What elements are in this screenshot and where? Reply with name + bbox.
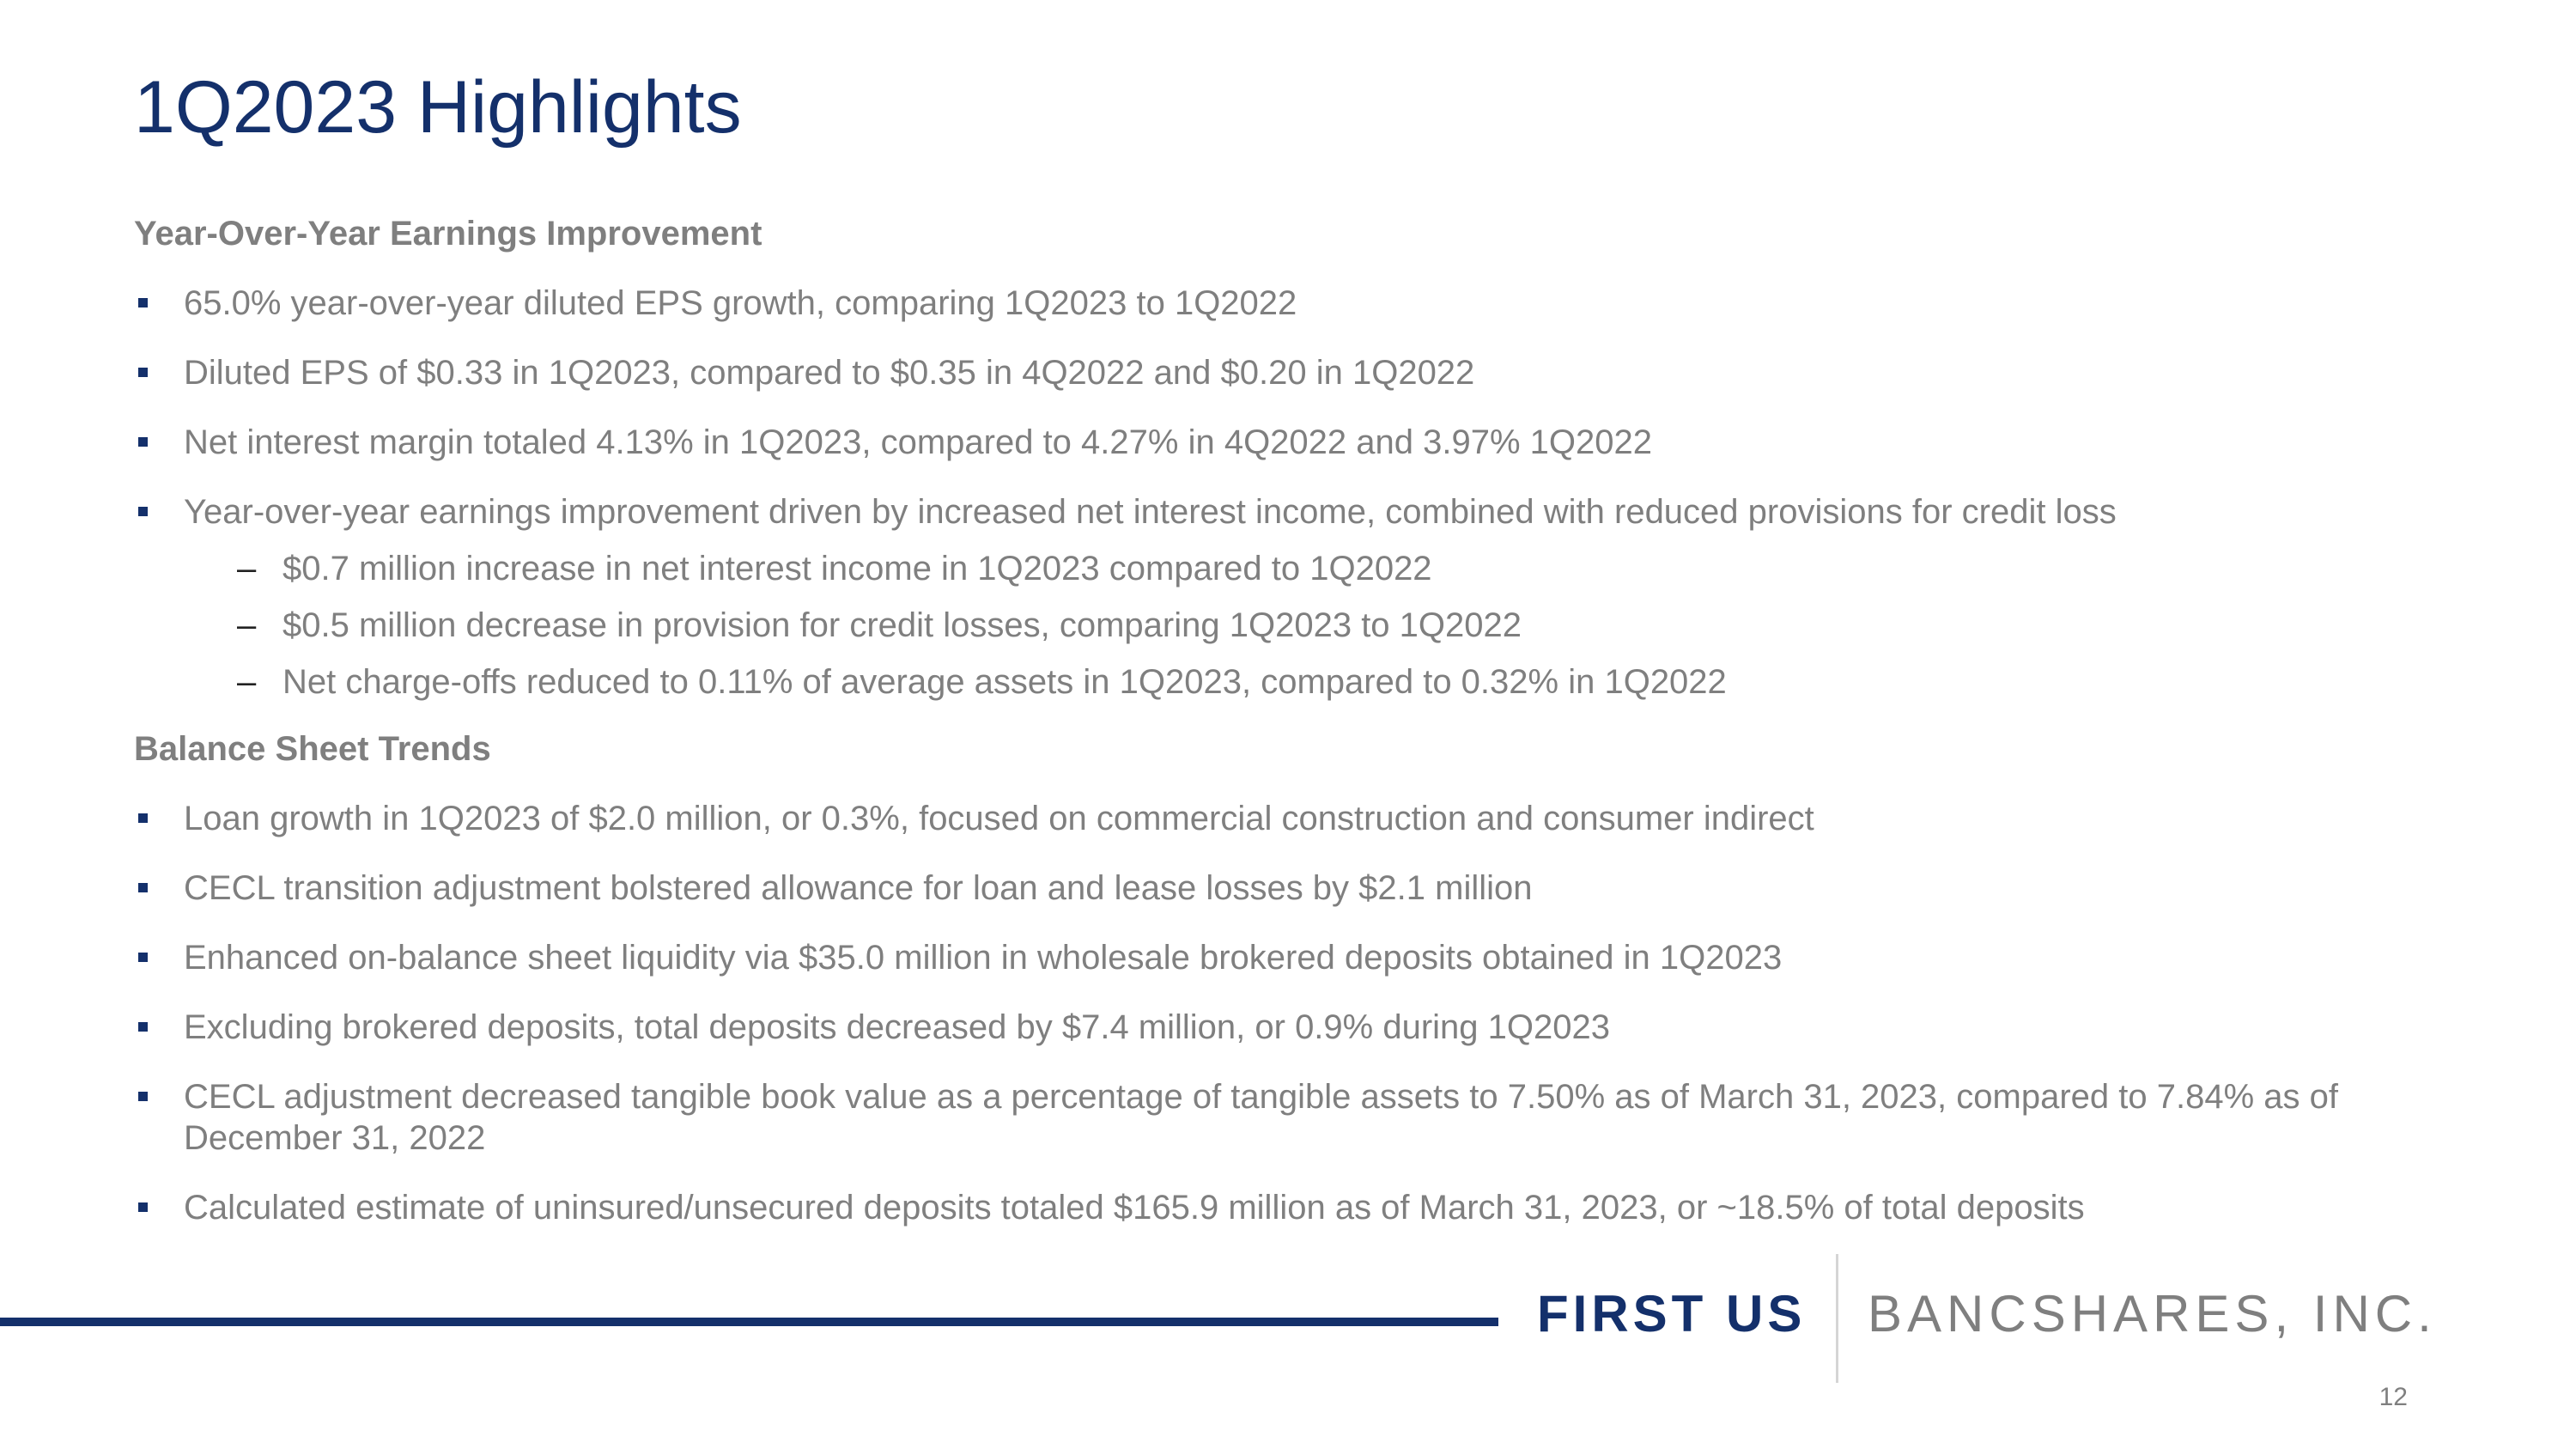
sub-bullet-list (184, 548, 2452, 703)
bullet-item (134, 1187, 2452, 1228)
bullet-text: CECL adjustment decreased tangible book value as a percentage of tangible assets to 7.50% as of March 31, 2023, compared to 7.84% as of December 31, 2022 (184, 1078, 2338, 1157)
footer-rule (0, 1318, 1498, 1326)
square-bullet-icon (138, 953, 148, 962)
bullet-text: Net interest margin totaled 4.13% in 1Q2023, compared to 4.27% in 4Q2022 and 3.97% 1Q2022 (184, 423, 1652, 461)
page-number: 12 (2379, 1383, 2408, 1411)
bullet-item (134, 1007, 2452, 1048)
square-bullet-icon (138, 437, 148, 447)
square-bullet-icon (138, 507, 148, 516)
earnings-bullet-list (134, 283, 2452, 703)
bullet-item (134, 798, 2452, 839)
square-bullet-icon (138, 1202, 148, 1212)
bullet-text: Diluted EPS of $0.33 in 1Q2023, compared to $0.35 in 4Q2022 and $0.20 in 1Q2022 (184, 354, 1475, 392)
square-bullet-icon (138, 368, 148, 377)
slide-title: 1Q2023 Highlights (134, 66, 742, 149)
bullet-text: Year-over-year earnings improvement driven by increased net interest income, combined with reduced provisions for credit loss (184, 493, 2117, 531)
bullet-text: Enhanced on-balance sheet liquidity via $35.0 million in wholesale brokered deposits obtained in 1Q2023 (184, 939, 1783, 977)
bullet-item (134, 491, 2452, 703)
logo-bancshares-text: BANCSHARES, INC. (1868, 1285, 2437, 1342)
sub-bullet-item (184, 548, 2452, 589)
bullet-item (134, 352, 2452, 393)
bullet-text: 65.0% year-over-year diluted EPS growth, comparing 1Q2023 to 1Q2022 (184, 284, 1297, 322)
bullet-text: Calculated estimate of uninsured/unsecured deposits totaled $165.9 million as of March 31, 2023, or ~18.5% of total deposits (184, 1189, 2085, 1227)
logo-first-us-text: FIRST US (1537, 1285, 1807, 1342)
bullet-item (134, 1076, 2452, 1159)
section-heading-balance-sheet: Balance Sheet Trends (134, 730, 491, 768)
bullet-text: Loan growth in 1Q2023 of $2.0 million, or 0.3%, focused on commercial construction and consumer indirect (184, 800, 1814, 837)
square-bullet-icon (138, 1092, 148, 1101)
sub-bullet-item (184, 661, 2452, 703)
balance-sheet-bullet-list (134, 798, 2452, 1228)
bullet-item (134, 868, 2452, 909)
square-bullet-icon (138, 813, 148, 823)
bullet-item (134, 937, 2452, 978)
company-logo (1537, 1254, 2482, 1383)
section-heading-earnings: Year-Over-Year Earnings Improvement (134, 215, 762, 253)
square-bullet-icon (138, 1022, 148, 1032)
bullet-text: CECL transition adjustment bolstered allowance for loan and lease losses by $2.1 million (184, 869, 1533, 907)
sub-bullet-text: $0.5 million decrease in provision for credit losses, comparing 1Q2023 to 1Q2022 (283, 606, 1522, 644)
logo-divider (1836, 1254, 1838, 1383)
sub-bullet-item (184, 605, 2452, 646)
sub-bullet-text: Net charge-offs reduced to 0.11% of average assets in 1Q2023, compared to 0.32% in 1Q2022 (283, 663, 1727, 701)
dash-bullet-icon: – (237, 663, 257, 701)
bullet-item (134, 422, 2452, 463)
sub-bullet-text: $0.7 million increase in net interest income in 1Q2023 compared to 1Q2022 (283, 550, 1432, 588)
dash-bullet-icon: – (237, 550, 257, 588)
slide-content (134, 213, 2452, 1257)
bullet-item (134, 283, 2452, 324)
bullet-text: Excluding brokered deposits, total deposits decreased by $7.4 million, or 0.9% during 1Q2023 (184, 1008, 1610, 1046)
square-bullet-icon (138, 298, 148, 307)
square-bullet-icon (138, 883, 148, 892)
dash-bullet-icon: – (237, 606, 257, 644)
